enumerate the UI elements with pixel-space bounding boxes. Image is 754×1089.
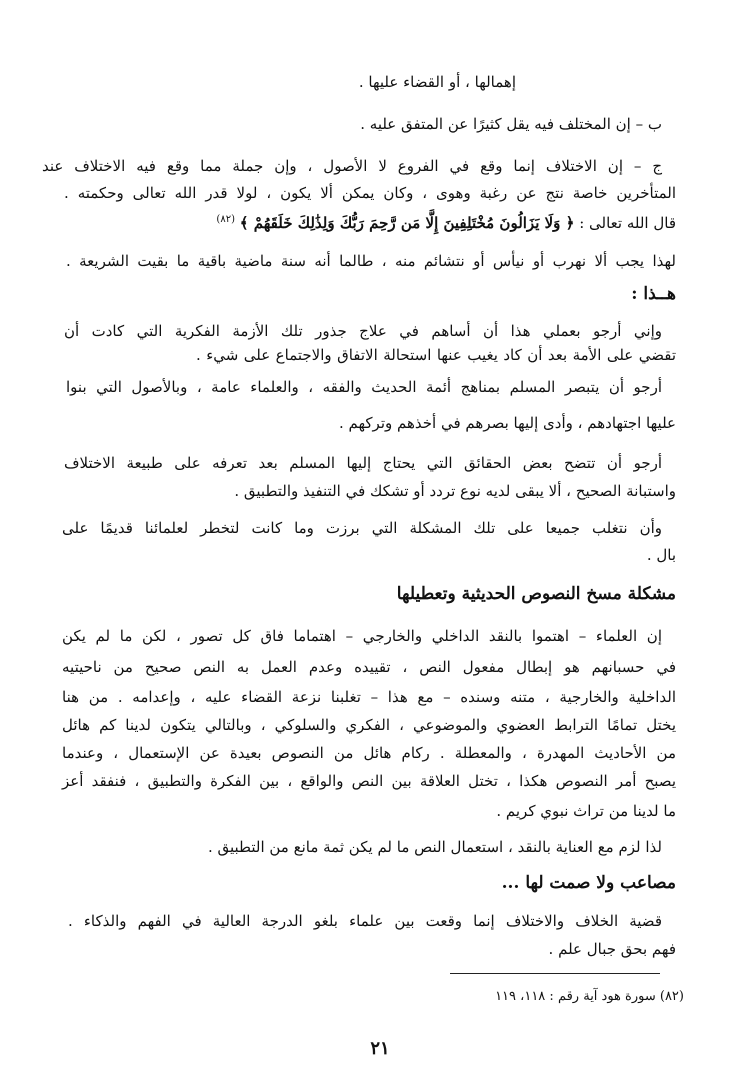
page-number: ٢١ bbox=[370, 1038, 390, 1059]
quran-verse: ﴿ وَلَا يَزَالُونَ مُخْتَلِفِينَ إِلَّا مَن رَّحِمَ رَبُّكَ وَلِذَٰلِكَ خَلَقَهُمْ ﴾ bbox=[239, 214, 575, 232]
text-line: تقضي على الأمة بعد أن كاد يغيب عنها استحالة الاتفاق والاجتماع على شيء . bbox=[196, 346, 676, 364]
text-line: قضية الخلاف والاختلاف إنما وقعت بين علماء بلغو الدرجة العالية في الفهم والذكاء . bbox=[68, 912, 662, 930]
text-line: وإني أرجو بعملي هذا أن أساهم في علاج جذور تلك الأزمة الفكرية التي كادت أن bbox=[64, 322, 662, 340]
verse-intro: قال الله تعالى : bbox=[579, 214, 676, 232]
text-line: لهذا يجب ألا نهرب أو نيأس أو نتشائم منه ، طالما أنه سنة ماضية باقية ما بقيت الشريعة . bbox=[66, 252, 676, 270]
footnote-marker: (٨٢) bbox=[216, 214, 235, 225]
text-line: يختل تمامًا الترابط العضوي والموضوعي ، الفكري والسلوكي ، وبالتالي يتكون لدينا كم هائل bbox=[62, 716, 676, 734]
text-line: واستبانة الصحيح ، ألا يبقى لديه نوع تردد أو تشكك في التنفيذ والتطبيق . bbox=[234, 482, 676, 500]
footnote-divider bbox=[450, 973, 660, 974]
quran-verse-line bbox=[216, 209, 676, 234]
text-line: يصبح أمر النصوص هكذا ، تختل العلاقة بين النص والواقع ، بين الفكرة والتطبيق ، فنفقد أعز bbox=[62, 772, 676, 790]
text-line: بال . bbox=[646, 546, 676, 564]
text-line: المتأخرين خاصة نتج عن رغبة وهوى ، وكان يمكن ألا يكون ، لولا قدر الله تعالى وحكمته . bbox=[64, 184, 676, 202]
text-line: وأن نتغلب جميعا على تلك المشكلة التي برزت وما كانت لتخطر لعلمائنا قديمًا على bbox=[62, 519, 662, 537]
text-line: إن العلماء – اهتموا بالنقد الداخلي والخارجي – اهتماما فاق كل تصور ، لكن ما لم يكن bbox=[62, 627, 662, 645]
text-line: ج – إن الاختلاف إنما وقع في الفروع لا الأصول ، وإن جملة مما وقع فيه الاختلاف عند bbox=[42, 157, 662, 175]
text-line: أرجو أن يتبصر المسلم بمناهج أئمة الحديث والفقه ، والعلماء عامة ، وبالأصول التي بنوا bbox=[66, 378, 662, 396]
section-heading: مصاعب ولا صمت لها ... bbox=[501, 873, 676, 893]
footnote: (٨٢) سورة هود آية رقم : ١١٨، ١١٩ bbox=[495, 989, 684, 1004]
text-line: الداخلية والخارجية ، متنه وسنده – مع هذا – تغلبنا نزعة القضاء عليه ، وإعدامه . من هنا bbox=[62, 688, 676, 706]
text-line: لذا لزم مع العناية بالنقد ، استعمال النص ما لم يكن ثمة مانع من التطبيق . bbox=[207, 838, 662, 856]
text-line: أرجو أن تتضح بعض الحقائق التي يحتاج إليها المسلم بعد تعرفه على طبيعة الاختلاف bbox=[64, 454, 662, 472]
text-line: إهمالها ، أو القضاء عليها . bbox=[358, 73, 516, 91]
text-line: في حسبانهم هو إبطال مفعول النص ، تقييده وعدم العمل به النص صحيح من ناحيتيه bbox=[62, 658, 676, 676]
section-heading: مشكلة مسخ النصوص الحديثية وتعطيلها bbox=[396, 584, 676, 604]
text-line: عليها اجتهادهم ، وأدى إليها بصرهم في أخذهم وتركهم . bbox=[338, 414, 676, 432]
text-line: فهم بحق جبال علم . bbox=[548, 940, 676, 958]
text-line: من الأحاديث المهدرة ، والمعطلة . ركام هائل من النصوص بعيدة عن الإستعمال ، وعندما bbox=[62, 744, 676, 762]
text-line: ب – إن المختلف فيه يقل كثيرًا عن المتفق عليه . bbox=[360, 115, 662, 133]
text-line: ما لدينا من تراث نبوي كريم . bbox=[496, 802, 676, 820]
section-heading: هــذا : bbox=[631, 284, 676, 304]
